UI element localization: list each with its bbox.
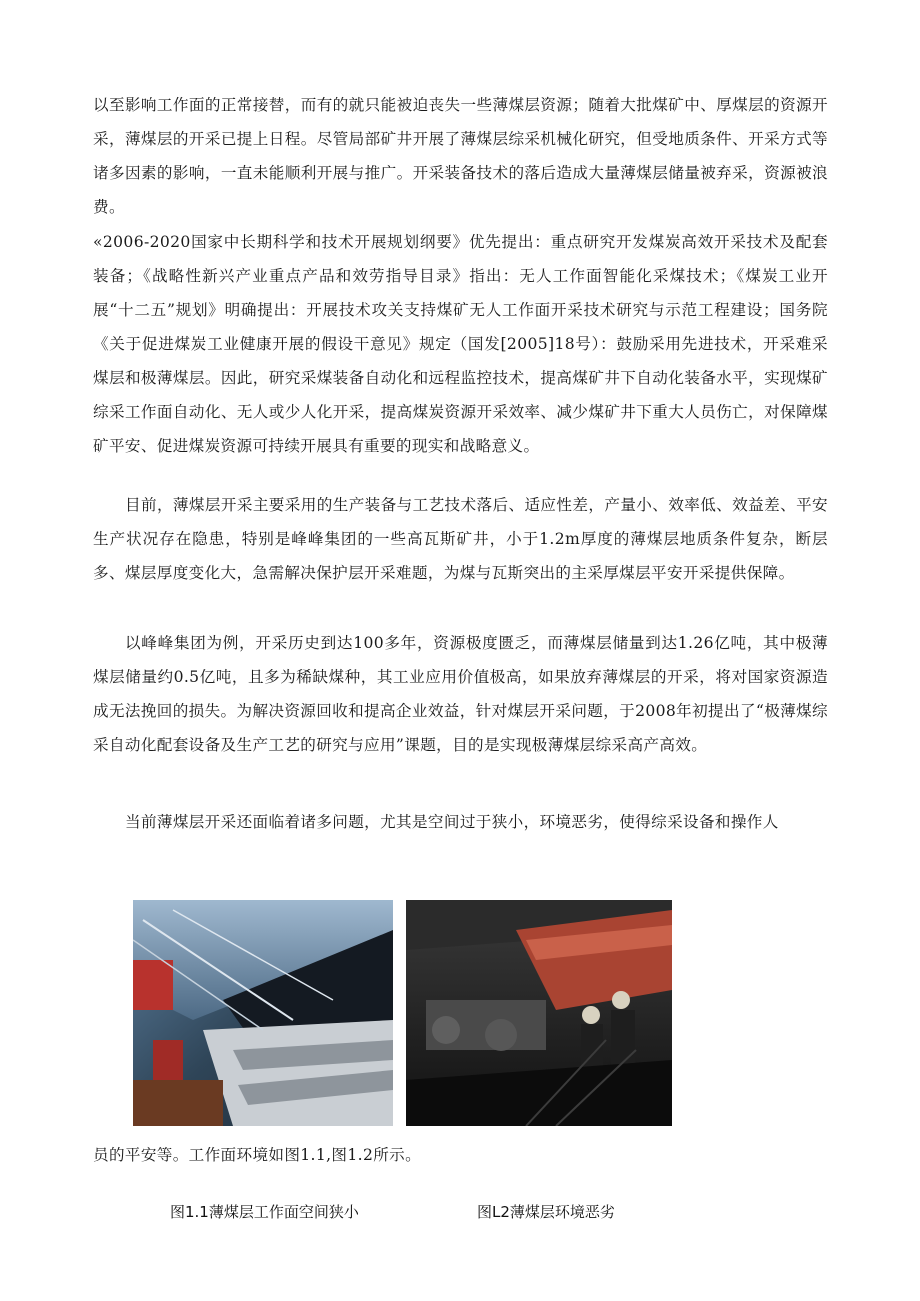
figure-1-1-caption: 图1.1薄煤层工作面空间狭小	[170, 1203, 359, 1221]
paragraph-3: 目前，薄煤层开采主要采用的生产装备与工艺技术落后、适应性差，产量小、效率低、效益差、平安生产状况存在隐患，特别是峰峰集团的一些高瓦斯矿井，小于1.2m厚度的薄煤层地质条件复杂，断层多、煤层厚度变化大，急需解决保护层开采难题，为煤与瓦斯突出的主采厚煤层平安开采提供保障。	[93, 496, 828, 582]
figure-1-1-photo	[133, 900, 393, 1126]
paragraph-5: 当前薄煤层开采还面临着诸多问题，尤其是空间过于狭小，环境恶劣，使得综采设备和操作人	[125, 813, 779, 831]
paragraph-4: 以峰峰集团为例，开采历史到达100多年，资源极度匮乏，而薄煤层储量到达1.26亿吨，其中极薄煤层储量约0.5亿吨，且多为稀缺煤种，其工业应用价值极高，如果放弃薄煤层的开采，将对国家资源造成无法挽回的损失。为解决资源回收和提高企业效益，针对煤层开采问题，于2008年初提出了“极薄煤综采自动化配套设备及生产工艺的研究与应用”课题，目的是实现极薄煤层综采高产高效。	[93, 634, 828, 754]
figure-1-2-photo	[406, 900, 672, 1126]
working-face-image	[133, 900, 393, 1126]
mining-environment-image	[406, 900, 672, 1126]
paragraph-6: 员的平安等。工作面环境如图1.1,图1.2所示。	[93, 1146, 422, 1164]
paragraph-2: «2006-2020国家中长期科学和技术开展规划纲要》优先提出：重点研究开发煤炭高效开采技术及配套装备；《战略性新兴产业重点产品和效劳指导目录》指出：无人工作面智能化采煤技术；《煤炭工业开展“十二五”规划》明确提出：开展技术攻关支持煤矿无人工作面开采技术研究与示范工程建设；国务院《关于促进煤炭工业健康开展的假设干意见》规定（国发[2005]18号）：鼓励采用先进技术，开采难采煤层和极薄煤层。因此，研究采煤装备自动化和远程监控技术，提高煤矿井下自动化装备水平，实现煤矿综采工作面自动化、无人或少人化开采，提高煤炭资源开采效率、减少煤矿井下重大人员伤亡，对保障煤矿平安、促进煤炭资源可持续开展具有重要的现实和战略意义。	[93, 233, 828, 455]
figure-1-2-caption: 图L2薄煤层环境恶劣	[477, 1203, 615, 1221]
paragraph-1: 以至影响工作面的正常接替，而有的就只能被迫丧失一些薄煤层资源；随着大批煤矿中、厚煤层的资源开采，薄煤层的开采已提上日程。尽管局部矿井开展了薄煤层综采机械化研究，但受地质条件、开采方式等诸多因素的影响，一直未能顺利开展与推广。开采装备技术的落后造成大量薄煤层储量被弃采，资源被浪费。	[93, 96, 828, 216]
